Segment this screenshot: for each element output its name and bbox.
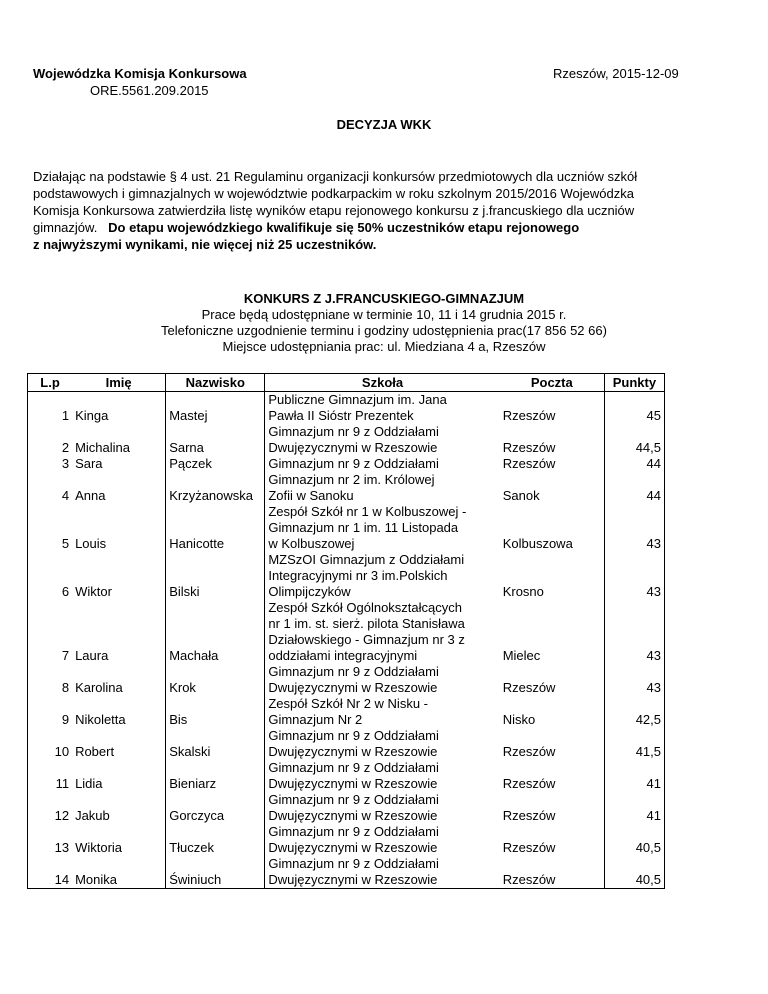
cell-punkty: 40,5 [604, 824, 664, 856]
cell-szkola: Gimnazjum nr 9 z Oddziałami Dwujęzycznymi w Rzeszowie [268, 424, 439, 455]
organization-name: Wojewódzka Komisja Konkursowa [33, 66, 247, 81]
cell-imie: Monika [72, 856, 166, 889]
cell-poczta: Mielec [500, 600, 605, 664]
cell-lp: 12 [28, 792, 73, 824]
table-row [28, 600, 665, 664]
cell-poczta: Rzeszów [500, 824, 605, 856]
reference-number: ORE.5561.209.2015 [90, 83, 209, 98]
cell-punkty: 43 [604, 504, 664, 552]
intro-line: podstawowych i gimnazjalnych w województwie podkarpackim w roku szkolnym 2015/2016 Wojewódzka [33, 186, 634, 201]
table-row [28, 856, 665, 889]
intro-line [33, 219, 723, 236]
cell-szkola: Zespół Szkół Nr 2 w Nisku - Gimnazjum Nr 2 [268, 696, 428, 727]
cell-imie: Anna [72, 472, 166, 504]
intro-line4-text: gimnazjów. [33, 220, 109, 235]
intro-line: Komisja Konkursowa zatwierdziła listę wyników etapu rejonowego konkursu z j.francuskiego dla uczniów [33, 203, 635, 218]
cell-szkola: MZSzOI Gimnazjum z Oddziałami Integracyjnymi nr 3 im.Polskich Olimpijczyków [268, 552, 465, 599]
table-row [28, 552, 665, 600]
cell-nazwisko: Krok [166, 664, 265, 696]
contest-title: KONKURS Z J.FRANCUSKIEGO-GIMNAZJUM [243, 291, 525, 306]
cell-imie: Lidia [72, 760, 166, 792]
cell-lp: 9 [28, 696, 73, 728]
cell-poczta: Krosno [500, 552, 605, 600]
cell-imie: Nikoletta [72, 696, 166, 728]
results-table [27, 373, 665, 889]
cell-punkty: 45 [604, 392, 664, 425]
cell-poczta: Rzeszów [500, 456, 605, 472]
table-row [28, 392, 665, 425]
cell-szkola: Gimnazjum nr 2 im. Królowej Zofii w Sanoku [268, 472, 435, 503]
cell-lp: 10 [28, 728, 73, 760]
cell-lp: 7 [28, 600, 73, 664]
cell-punkty: 44,5 [604, 424, 664, 456]
cell-punkty: 44 [604, 472, 664, 504]
cell-nazwisko: Mastej [166, 392, 265, 425]
qualification-rule-cont: z najwyższymi wynikami, nie więcej niż 25 uczestników. [33, 237, 377, 252]
header-poczta: Poczta [500, 374, 605, 392]
cell-imie: Michalina [72, 424, 166, 456]
cell-lp: 6 [28, 552, 73, 600]
cell-nazwisko: Skalski [166, 728, 265, 760]
contest-place: Miejsce udostępniania prac: ul. Miedziana 4 a, Rzeszów [222, 339, 546, 354]
header-szkola: Szkoła [265, 374, 500, 392]
table-row [28, 664, 665, 696]
cell-punkty: 42,5 [604, 696, 664, 728]
cell-poczta: Rzeszów [500, 664, 605, 696]
cell-poczta: Rzeszów [500, 392, 605, 425]
header-punkty: Punkty [604, 374, 664, 392]
table-row [28, 728, 665, 760]
table-row [28, 760, 665, 792]
cell-nazwisko: Tłuczek [166, 824, 265, 856]
table-row [28, 824, 665, 856]
contest-info [0, 291, 768, 355]
cell-nazwisko: Świniuch [166, 856, 265, 889]
cell-szkola: Zespół Szkół Ogólnokształcących nr 1 im. st. sierż. pilota Stanisława Działowskiego - Gimnazjum nr 3 z oddziałami integracyjnymi [268, 600, 465, 663]
cell-nazwisko: Bieniarz [166, 760, 265, 792]
cell-lp: 2 [28, 424, 73, 456]
cell-szkola: Gimnazjum nr 9 z Oddziałami Dwujęzycznymi w Rzeszowie [268, 664, 439, 695]
cell-punkty: 41,5 [604, 728, 664, 760]
cell-imie: Wiktoria [72, 824, 166, 856]
cell-imie: Jakub [72, 792, 166, 824]
cell-imie: Louis [72, 504, 166, 552]
cell-szkola: Zespół Szkół nr 1 w Kolbuszowej - Gimnazjum nr 1 im. 11 Listopada w Kolbuszowej [268, 504, 467, 551]
table-row [28, 456, 665, 472]
cell-punkty: 41 [604, 792, 664, 824]
place-date: Rzeszów, 2015-12-09 [553, 66, 679, 81]
cell-nazwisko: Pączek [166, 456, 265, 472]
cell-szkola: Gimnazjum nr 9 z Oddziałami Dwujęzycznymi w Rzeszowie [265, 856, 500, 889]
cell-poczta: Rzeszów [500, 760, 605, 792]
cell-nazwisko: Bis [166, 696, 265, 728]
header-nazwisko: Nazwisko [166, 374, 265, 392]
cell-imie: Karolina [72, 664, 166, 696]
cell-poczta: Nisko [500, 696, 605, 728]
cell-lp: 1 [28, 392, 73, 425]
cell-punkty: 43 [604, 664, 664, 696]
cell-punkty: 40,5 [604, 856, 664, 889]
cell-lp: 8 [28, 664, 73, 696]
qualification-rule: Do etapu wojewódzkiego kwalifikuje się 50% uczestników etapu rejonowego [108, 220, 580, 235]
cell-nazwisko: Sarna [166, 424, 265, 456]
cell-poczta: Kolbuszowa [500, 504, 605, 552]
contest-dates: Prace będą udostępniane w terminie 10, 11 i 14 grudnia 2015 r. [201, 307, 567, 322]
table-row [28, 696, 665, 728]
table-row [28, 472, 665, 504]
cell-imie: Laura [72, 600, 166, 664]
cell-lp: 14 [28, 856, 73, 889]
cell-imie: Sara [72, 456, 166, 472]
cell-nazwisko: Gorczyca [166, 792, 265, 824]
cell-punkty: 43 [604, 552, 664, 600]
cell-poczta: Rzeszów [500, 424, 605, 456]
cell-szkola: Publiczne Gimnazjum im. Jana Pawła II Sióstr Prezentek [268, 392, 447, 423]
decision-title: DECYZJA WKK [336, 117, 432, 132]
cell-nazwisko: Bilski [166, 552, 265, 600]
cell-punkty: 41 [604, 760, 664, 792]
cell-szkola: Gimnazjum nr 9 z Oddziałami [268, 456, 439, 471]
cell-lp: 11 [28, 760, 73, 792]
cell-lp: 13 [28, 824, 73, 856]
cell-punkty: 43 [604, 600, 664, 664]
cell-szkola: Gimnazjum nr 9 z Oddziałami Dwujęzycznymi w Rzeszowie [268, 728, 439, 759]
cell-lp: 5 [28, 504, 73, 552]
cell-nazwisko: Hanicotte [166, 504, 265, 552]
cell-imie: Wiktor [72, 552, 166, 600]
cell-szkola: Gimnazjum nr 9 z Oddziałami Dwujęzycznymi w Rzeszowie [268, 760, 439, 791]
cell-punkty: 44 [604, 456, 664, 472]
contest-phone: Telefoniczne uzgodnienie terminu i godziny udostępnienia prac(17 856 52 66) [161, 323, 607, 338]
cell-szkola: Gimnazjum nr 9 z Oddziałami Dwujęzycznymi w Rzeszowie [268, 824, 439, 855]
cell-nazwisko: Krzyżanowska [166, 472, 265, 504]
cell-poczta: Rzeszów [500, 856, 605, 889]
cell-lp: 3 [28, 456, 73, 472]
table-header-row [28, 374, 665, 392]
header-lp: L.p [28, 374, 73, 392]
cell-szkola: Gimnazjum nr 9 z Oddziałami Dwujęzycznymi w Rzeszowie [268, 792, 439, 823]
cell-nazwisko: Machała [166, 600, 265, 664]
header-imie: Imię [72, 374, 166, 392]
cell-lp: 4 [28, 472, 73, 504]
cell-poczta: Rzeszów [500, 792, 605, 824]
cell-imie: Kinga [72, 392, 166, 425]
intro-paragraph [33, 168, 723, 253]
cell-poczta: Sanok [500, 472, 605, 504]
table-row [28, 792, 665, 824]
cell-imie: Robert [72, 728, 166, 760]
table-row [28, 424, 665, 456]
table-row [28, 504, 665, 552]
intro-line: Działając na podstawie § 4 ust. 21 Regulaminu organizacji konkursów przedmiotowych dla uczniów szkół [33, 169, 638, 184]
cell-poczta: Rzeszów [500, 728, 605, 760]
